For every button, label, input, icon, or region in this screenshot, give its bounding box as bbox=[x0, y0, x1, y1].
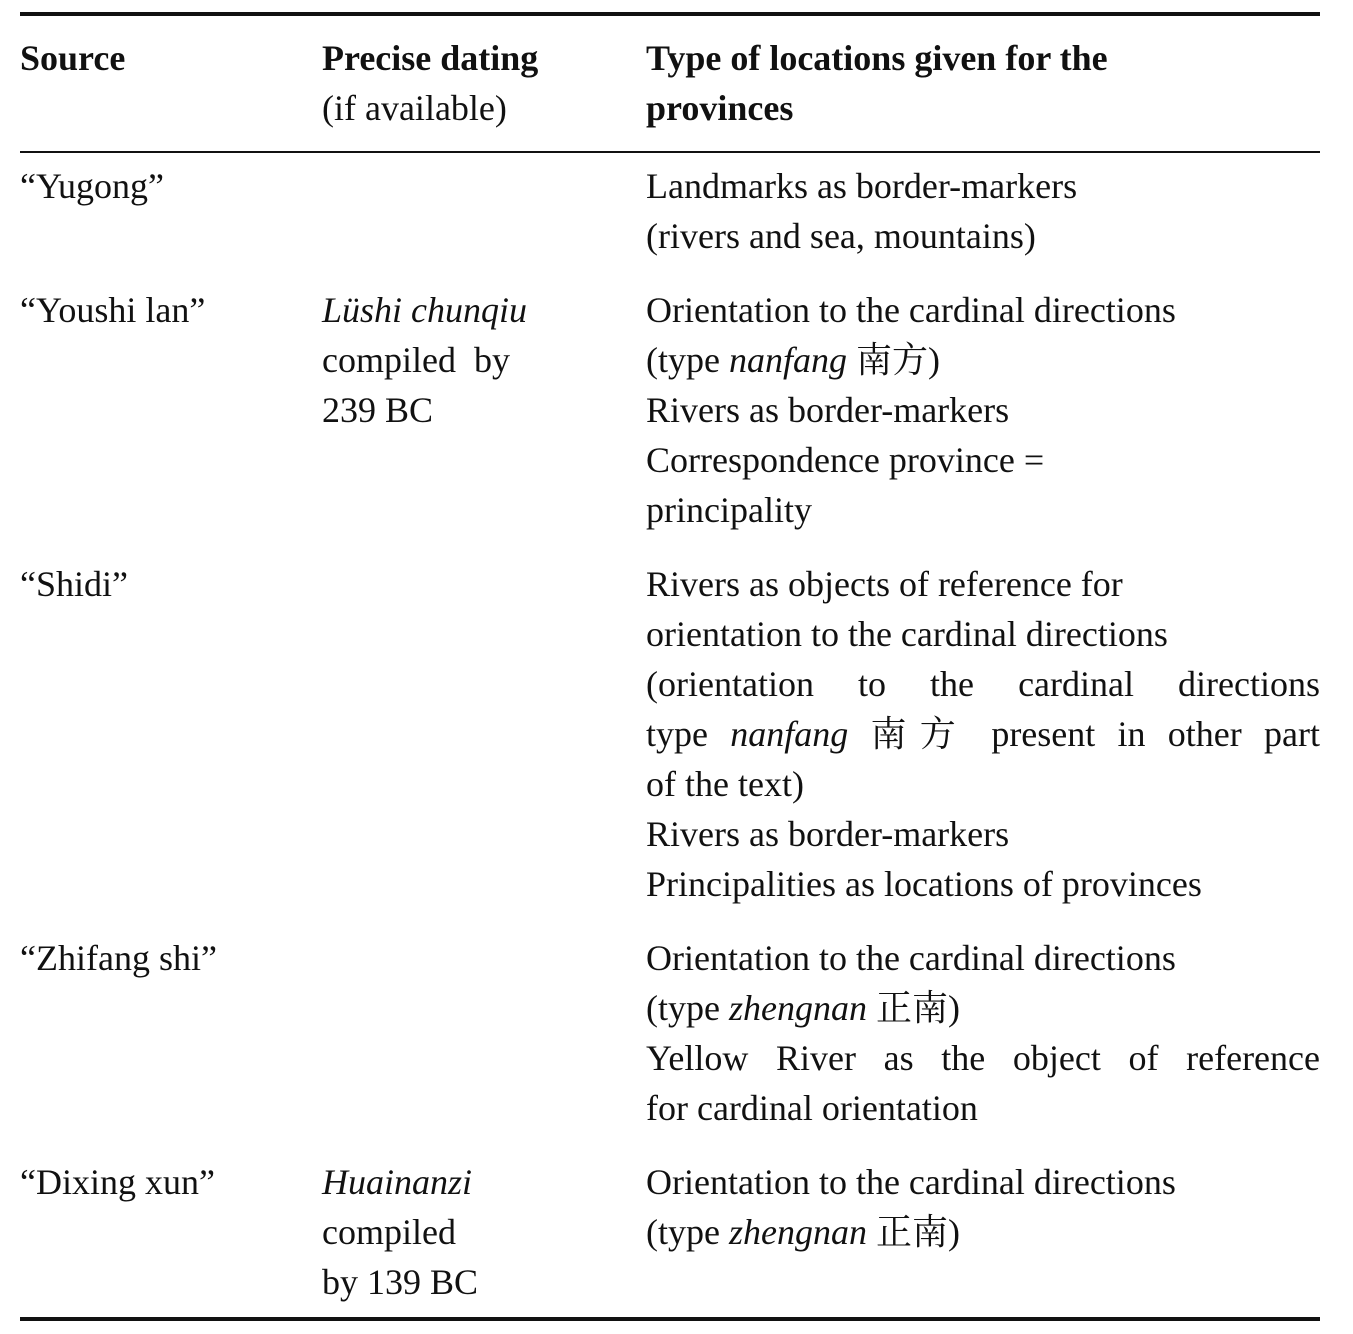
table-row bbox=[20, 923, 1320, 1147]
table-body bbox=[20, 152, 1320, 1319]
type-line bbox=[646, 709, 1320, 759]
header-dating-sublabel: (if available) bbox=[322, 88, 507, 128]
dating-line: by 139 BC bbox=[322, 1262, 479, 1302]
cell-dating bbox=[322, 923, 646, 1147]
dating-line: compiled by bbox=[322, 340, 510, 380]
type-text: 正南) bbox=[866, 988, 960, 1028]
cell-source bbox=[20, 549, 322, 923]
type-line: for cardinal orientation bbox=[646, 1088, 978, 1128]
provinces-table bbox=[20, 12, 1320, 1321]
type-line: of the text) bbox=[646, 764, 804, 804]
type-line: Rivers as border-markers bbox=[646, 814, 1010, 854]
type-line: Orientation to the cardinal directions bbox=[646, 938, 1176, 978]
type-text: (type bbox=[646, 1212, 729, 1252]
dating-work-title: Huainanzi bbox=[322, 1162, 473, 1202]
source-text: “Dixing xun” bbox=[20, 1162, 215, 1202]
table-row bbox=[20, 152, 1320, 275]
cell-dating bbox=[322, 152, 646, 275]
cell-dating bbox=[322, 1147, 646, 1319]
type-line bbox=[646, 983, 1320, 1033]
cell-source bbox=[20, 923, 322, 1147]
type-term: nanfang bbox=[728, 340, 847, 380]
dating-work-title: Lüshi chunqiu bbox=[322, 290, 528, 330]
type-line: Rivers as objects of reference for bbox=[646, 564, 1123, 604]
cell-dating bbox=[322, 275, 646, 549]
cell-type bbox=[646, 275, 1320, 549]
type-line: Landmarks as border-markers bbox=[646, 166, 1078, 206]
header-source-label: Source bbox=[20, 38, 126, 78]
type-text: 南方) bbox=[846, 340, 940, 380]
type-line bbox=[646, 1207, 1320, 1257]
cell-type bbox=[646, 923, 1320, 1147]
source-text: “Youshi lan” bbox=[20, 290, 206, 330]
table-row bbox=[20, 1147, 1320, 1319]
provinces-table-container bbox=[20, 12, 1320, 1321]
cell-type bbox=[646, 152, 1320, 275]
type-text: type bbox=[646, 714, 731, 754]
header-type bbox=[646, 14, 1320, 152]
type-line: principality bbox=[646, 490, 812, 530]
source-text: “Zhifang shi” bbox=[20, 938, 217, 978]
type-term: nanfang bbox=[730, 714, 849, 754]
type-text: 南方 present in other part bbox=[848, 714, 1320, 754]
type-text: (type bbox=[646, 988, 729, 1028]
header-source bbox=[20, 14, 322, 152]
cell-type bbox=[646, 1147, 1320, 1319]
header-type-label-line1: Type of locations given for the bbox=[646, 38, 1108, 78]
type-line: Rivers as border-markers bbox=[646, 390, 1010, 430]
type-term: zhengnan bbox=[728, 988, 867, 1028]
header-row bbox=[20, 14, 1320, 152]
table-row bbox=[20, 549, 1320, 923]
header-type-label-line2: provinces bbox=[646, 88, 794, 128]
cell-source bbox=[20, 275, 322, 549]
type-line: Orientation to the cardinal directions bbox=[646, 290, 1176, 330]
type-line: Principalities as locations of provinces bbox=[646, 864, 1202, 904]
type-line: (rivers and sea, mountains) bbox=[646, 216, 1036, 256]
table-header bbox=[20, 14, 1320, 152]
dating-line: compiled bbox=[322, 1212, 456, 1252]
header-dating bbox=[322, 14, 646, 152]
dating-line: 239 BC bbox=[322, 390, 434, 430]
type-line: Yellow River as the object of reference bbox=[646, 1038, 1320, 1078]
type-line: (orientation to the cardinal directions bbox=[646, 664, 1320, 704]
cell-source bbox=[20, 152, 322, 275]
type-text: (type bbox=[646, 340, 729, 380]
header-dating-label: Precise dating bbox=[322, 38, 539, 78]
source-text: “Yugong” bbox=[20, 166, 164, 206]
table-row bbox=[20, 275, 1320, 549]
cell-type bbox=[646, 549, 1320, 923]
cell-source bbox=[20, 1147, 322, 1319]
cell-dating bbox=[322, 549, 646, 923]
type-text: 正南) bbox=[866, 1212, 960, 1252]
type-line bbox=[646, 335, 1320, 385]
source-text: “Shidi” bbox=[20, 564, 128, 604]
type-line: Orientation to the cardinal directions bbox=[646, 1162, 1176, 1202]
type-term: zhengnan bbox=[728, 1212, 867, 1252]
type-line: orientation to the cardinal directions bbox=[646, 614, 1168, 654]
type-line: Correspondence province = bbox=[646, 440, 1045, 480]
